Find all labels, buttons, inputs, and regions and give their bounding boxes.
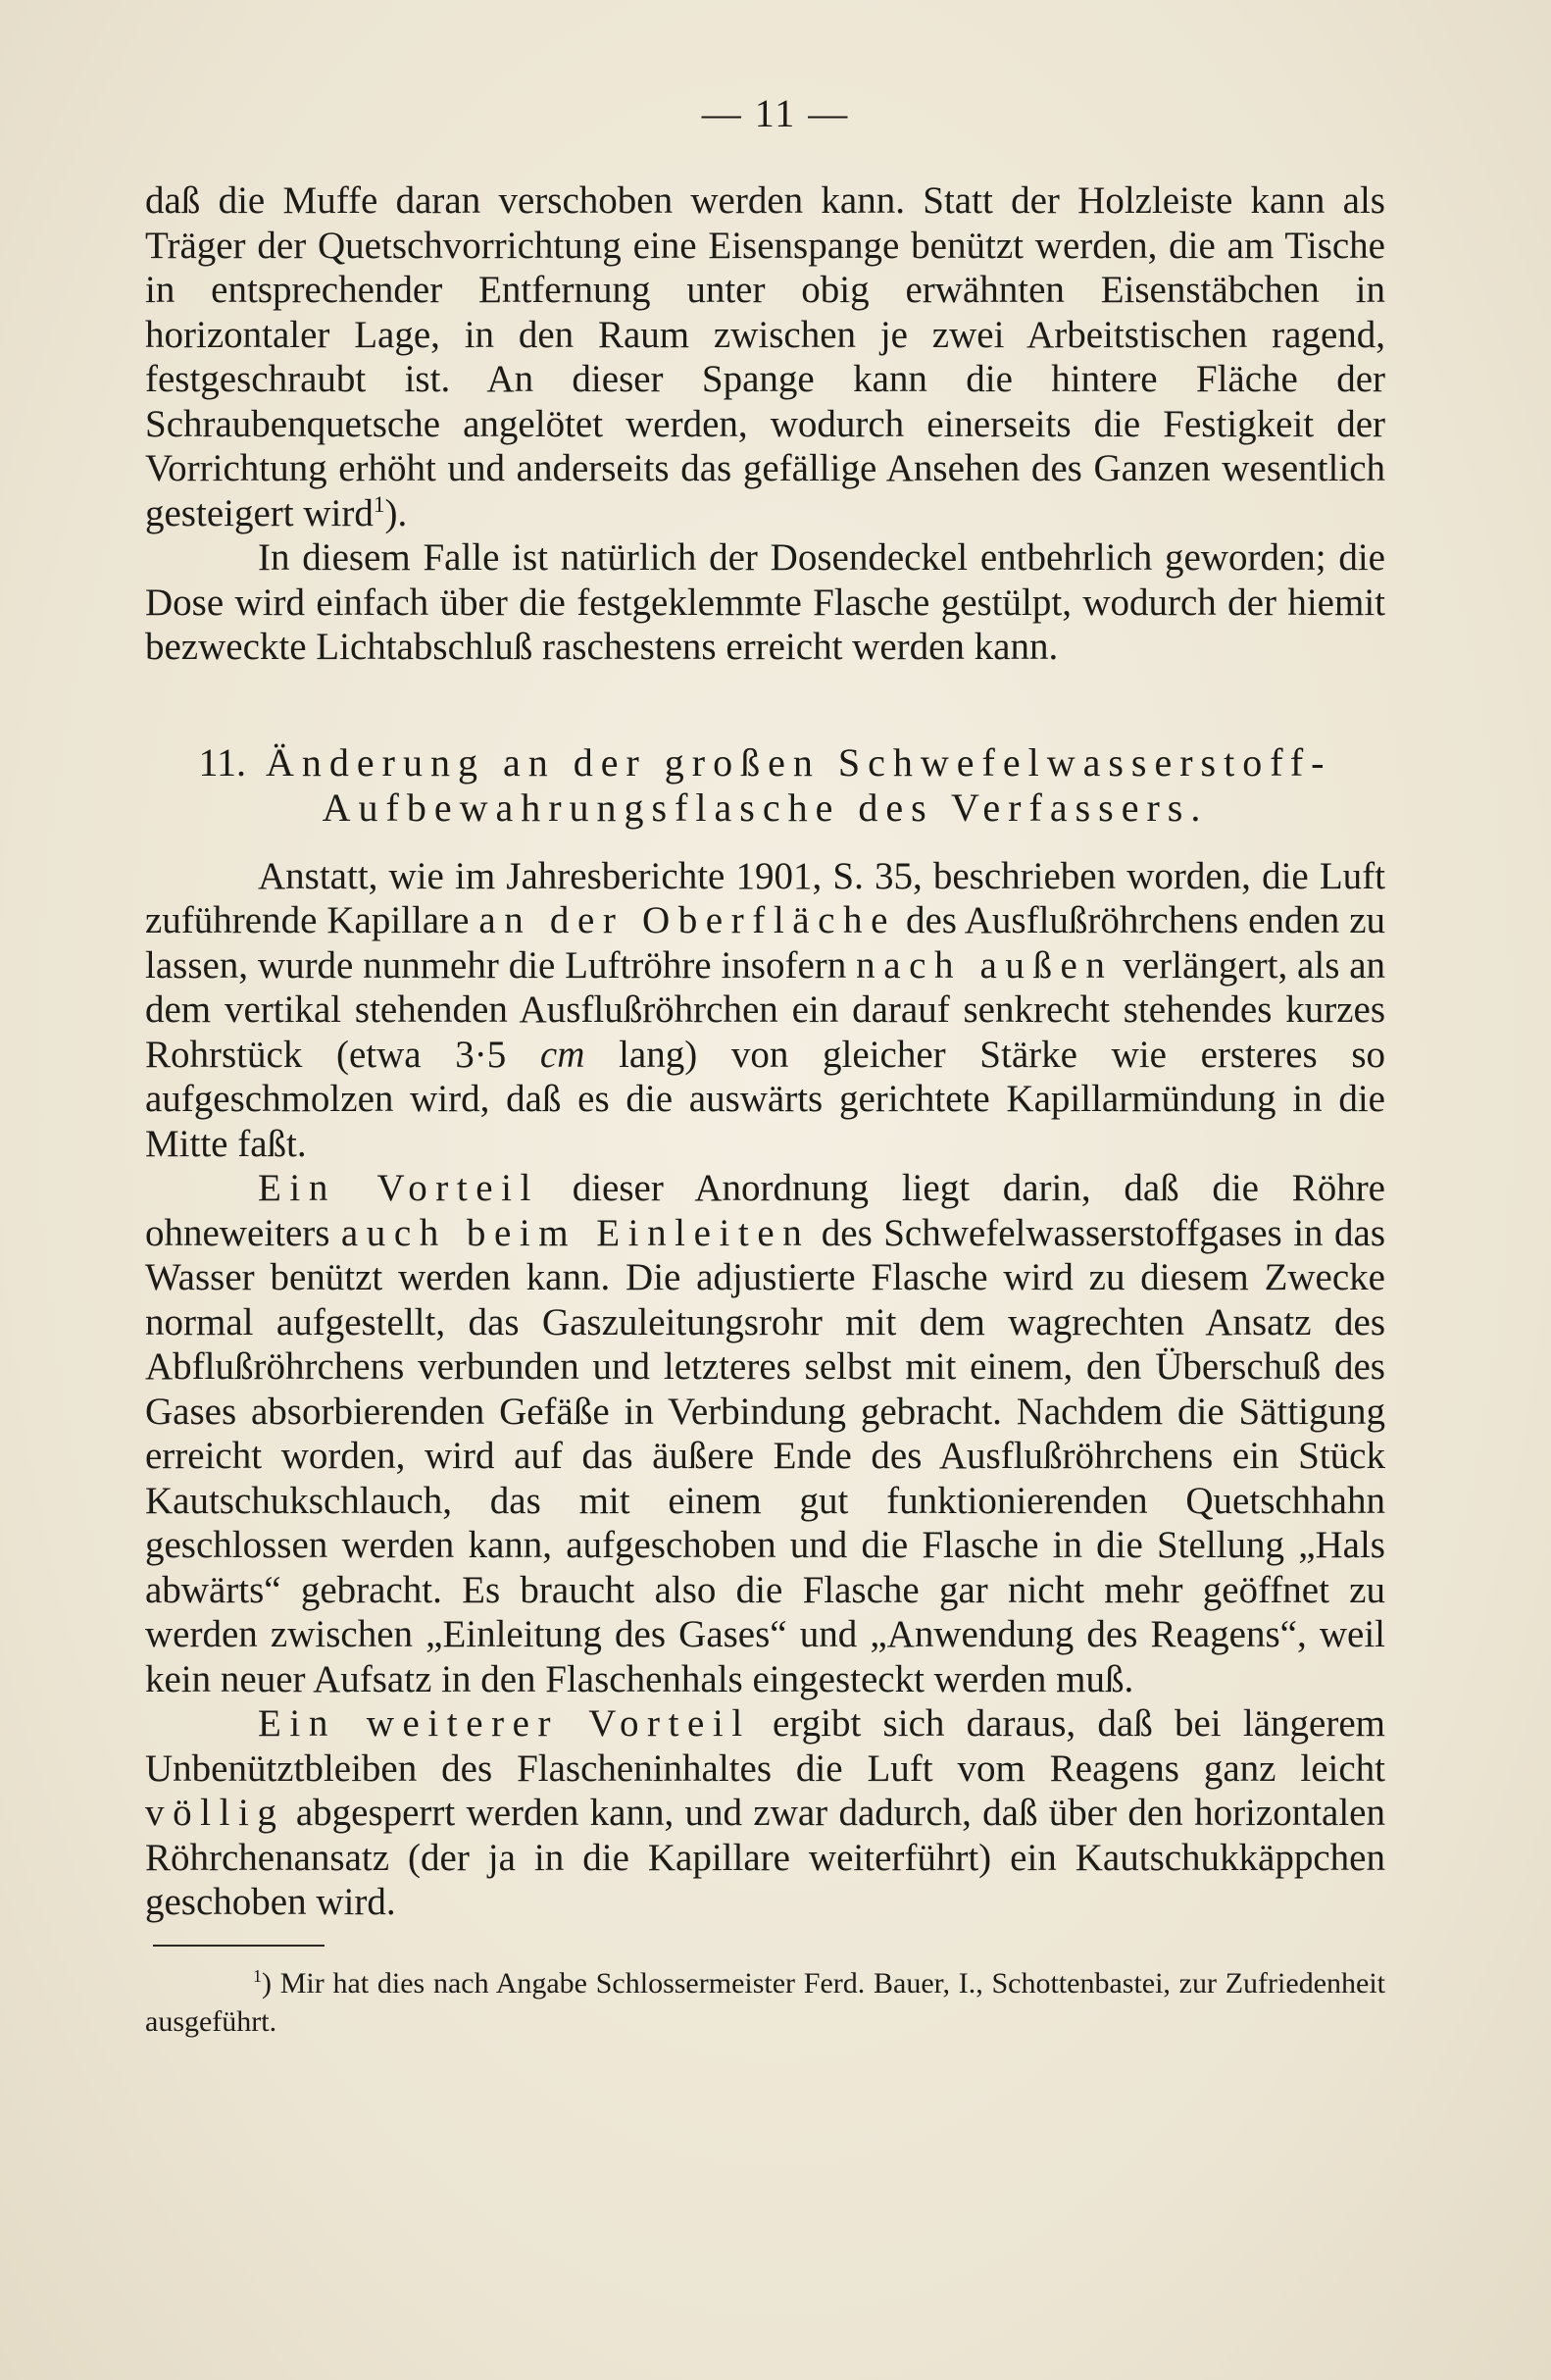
footnote [145,1964,1385,2041]
spaced-emphasis: an der Oberfläche [478,899,896,941]
spaced-emphasis: nach außen [856,943,1114,987]
section-title-line2: Aufbewahrungsflasche des Verfassers. [322,785,1209,830]
spaced-emphasis: völlig [145,1792,285,1834]
page-body [145,178,1385,2041]
footnote-reference: 1 [373,491,385,518]
text-run: lang) von gleicher Stärke wie ersteres so aufgeschmolzen wird, daß es die auswärts gerichtete Kapillarmündung in die Mitte faßt. [145,1033,1386,1165]
footnote-text [145,1964,1385,2041]
text-run: des Schwefelwasserstoffgases in das Wasser benützt werden kann. Die adjustierte Flasche wird zu diesem Zwecke normal aufgestellt, das Gaszuleitungsrohr mit dem wagrechten Ansatz des Abflußröhrchens verbunden und letzteres selbst mit einem, den Überschuß des Gases absorbierenden Gefäße in Verbindung gebracht. Nachdem die Sättigung erreicht worden, wird auf das äußere Ende des Ausflußröhrchens ein Stück Kautschukschlauch, das mit einem gut funktionierenden Quetschhahn geschlossen werden kann, aufgeschoben und die Flasche in die Stellung „Hals abwärts“ gebracht. Es braucht also die Flasche gar nicht mehr geöffnet zu werden zwischen „Einleitung des Gases“ und „Anwendung des Reagens“, weil kein neuer Aufsatz in den Flaschenhals eingesteckt werden muß. [145,1211,1386,1700]
paragraph-continued [145,178,1385,535]
paragraph-weiterer-vorteil [145,1701,1385,1925]
section-title-line1: Änderung an der großen Schwefelwasserstoff- [266,739,1332,785]
spaced-emphasis: auch beim Einleiten [340,1211,811,1254]
spaced-emphasis: Ein Vorteil [258,1167,539,1209]
page-number: — 11 — [701,91,850,135]
text-run: abgesperrt werden kann, und zwar dadurch, daß über den horizontalen Röhrchenansatz (der ja in die Kapillare weiterführt) ein Kautschukkäppchen geschoben wird. [145,1792,1385,1923]
paragraph-dosendeckel: In diesem Falle ist natürlich der Dosendeckel entbehrlich geworden; die Dose wird einfach über die festgeklemmte Flasche gestülpt, wodurch der hiemit bezweckte Lichtabschluß raschestens erreicht werden kann. [145,536,1385,668]
text-run: ergibt sich daraus, daß bei längerem Unbenütztbleiben des Flascheninhaltes die Luft vom Reagens ganz leicht [145,1702,1385,1790]
text-run: des Ausflußröhrchens enden zu lassen, wurde nunmehr die Luftröhre insofern [145,899,1386,987]
text-run: dieser Anordnung liegt darin, daß die Röhre ohneweiters [145,1167,1385,1254]
spaced-emphasis: Ein weiterer Vorteil [258,1702,751,1745]
footnote-body: ) Mir hat dies nach Angabe Schlossermeister Ferd. Bauer, I., Schottenbastei, zur Zufriedenheit ausgeführt. [145,1966,1385,2038]
paragraph-vorteil [145,1166,1385,1701]
paragraph-anstatt [145,854,1385,1167]
text-run: verlängert, als an dem vertikal stehenden Ausflußröhrchen ein darauf senkrecht stehendes kurzes Rohrstück (etwa 3·5 [145,943,1386,1076]
section-heading [145,740,1385,831]
section-number: 11. [198,739,247,785]
paragraph-text-end: ). [384,491,408,534]
unit-italic: cm [539,1033,585,1076]
footnote-divider [153,1945,325,1947]
footnote-marker: 1 [253,1965,262,1986]
text-run: Anstatt, wie im Jahresberichte 1901, S. 35, beschrieben worden, die Luft zuführende Kapillare [145,854,1385,941]
paragraph-text: daß die Muffe daran verschoben werden kann. Statt der Holzleiste kann als Träger der Quetschvorrichtung eine Eisenspange benützt werden, die am Tische in entsprechender Entfernung unter obig erwähnten Eisenstäbchen in horizontaler Lage, in den Raum zwischen je zwei Arbeitstischen ragend, festgeschraubt ist. An dieser Spange kann die hintere Fläche der Schraubenquetsche angelötet werden, wodurch einerseits die Festigkeit der Vorrichtung erhöht und anderseits das gefällige Ansehen des Ganzen wesentlich gesteigert wird [145,179,1385,534]
